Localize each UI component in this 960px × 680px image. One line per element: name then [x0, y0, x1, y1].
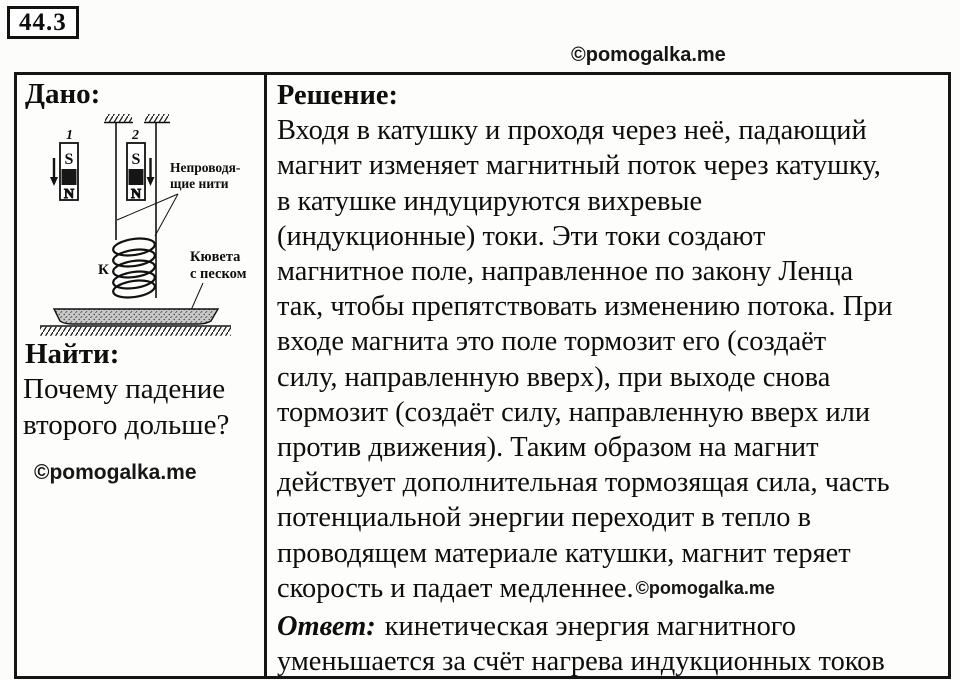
ceiling-hatch-right	[144, 114, 170, 123]
watermark-given: ©pomogalka.me	[34, 461, 197, 484]
down-arrow-2	[147, 158, 155, 186]
annotation-pointer-right	[155, 194, 178, 236]
solution-line: Входя в катушку и проходя через неё, падающий	[277, 115, 867, 147]
solution-line: тормозит (создаёт силу, направленную вверх или	[277, 396, 871, 428]
physics-diagram	[18, 108, 266, 340]
solution-line: проводящем материале катушки, магнит теряет	[277, 537, 851, 569]
problem-number-box: 44.3	[7, 6, 79, 39]
magnet-1-label: 1	[66, 128, 73, 143]
answer-line: уменьшается за счёт нагрева индукционных токов	[277, 646, 885, 678]
cuvette-annotation	[190, 249, 247, 282]
solution-line: входе магнита это поле тормозит его (создаёт	[277, 326, 827, 358]
magnet-1-pole-n: N	[63, 187, 75, 202]
watermark-top: ©pomogalka.me	[571, 44, 726, 66]
answer-line: Ответ: кинетическая энергия магнитного	[277, 611, 796, 643]
solution-column	[277, 78, 941, 679]
cuvette	[54, 309, 218, 324]
magnet-2	[127, 128, 145, 202]
solution-line: против движения). Таким образом на магнит	[277, 432, 819, 464]
find-heading: Найти:	[25, 338, 120, 370]
svg-text:щие нити: щие нити	[170, 176, 229, 191]
ceiling-hatch-left	[104, 114, 133, 123]
question-line: Почему падение	[23, 373, 226, 405]
solution-line: потенциальной энергии переходит в тепло в	[277, 502, 811, 534]
magnet-2-pole-s: S	[131, 151, 141, 168]
solution-line: (индукционные) токи. Эти токи создают	[277, 220, 766, 252]
down-arrow-1	[50, 158, 58, 186]
solution-line: магнит изменяет магнитный поток через катушку,	[277, 150, 881, 182]
svg-text:с песком: с песком	[190, 266, 247, 282]
coil-label: К	[98, 262, 109, 278]
solution-line: действует дополнительная тормозящая сила, часть	[277, 467, 890, 499]
solution-line: в катушке индуцируются вихревые	[277, 185, 703, 217]
magnet-1-pole-s: S	[64, 151, 74, 168]
solution-line: так, чтобы препятствовать изменению потока. При	[277, 291, 893, 323]
ground	[40, 326, 231, 336]
solution-heading: Решение:	[277, 80, 398, 111]
question-line: второго дольше?	[23, 409, 230, 441]
solution-line: скорость и падает медленнее. ©pomogalka.me	[277, 572, 775, 604]
solution-line: магнитное поле, направленное по закону Ленца	[277, 256, 854, 288]
answer-label: Ответ:	[277, 611, 376, 643]
magnet-2-label: 2	[132, 128, 139, 143]
solution-line: силу, направленную вверх), при выходе снова	[277, 361, 831, 393]
magnet-1	[60, 128, 78, 202]
given-heading: Дано:	[25, 78, 101, 110]
svg-text:Непроводя-: Непроводя-	[170, 160, 241, 175]
coil	[112, 236, 156, 300]
watermark-inline: ©pomogalka.me	[635, 577, 775, 598]
solution-table	[14, 72, 951, 679]
threads-annotation	[170, 160, 240, 191]
magnet-2-pole-n: N	[130, 187, 142, 202]
svg-text:Кювета: Кювета	[190, 249, 241, 265]
